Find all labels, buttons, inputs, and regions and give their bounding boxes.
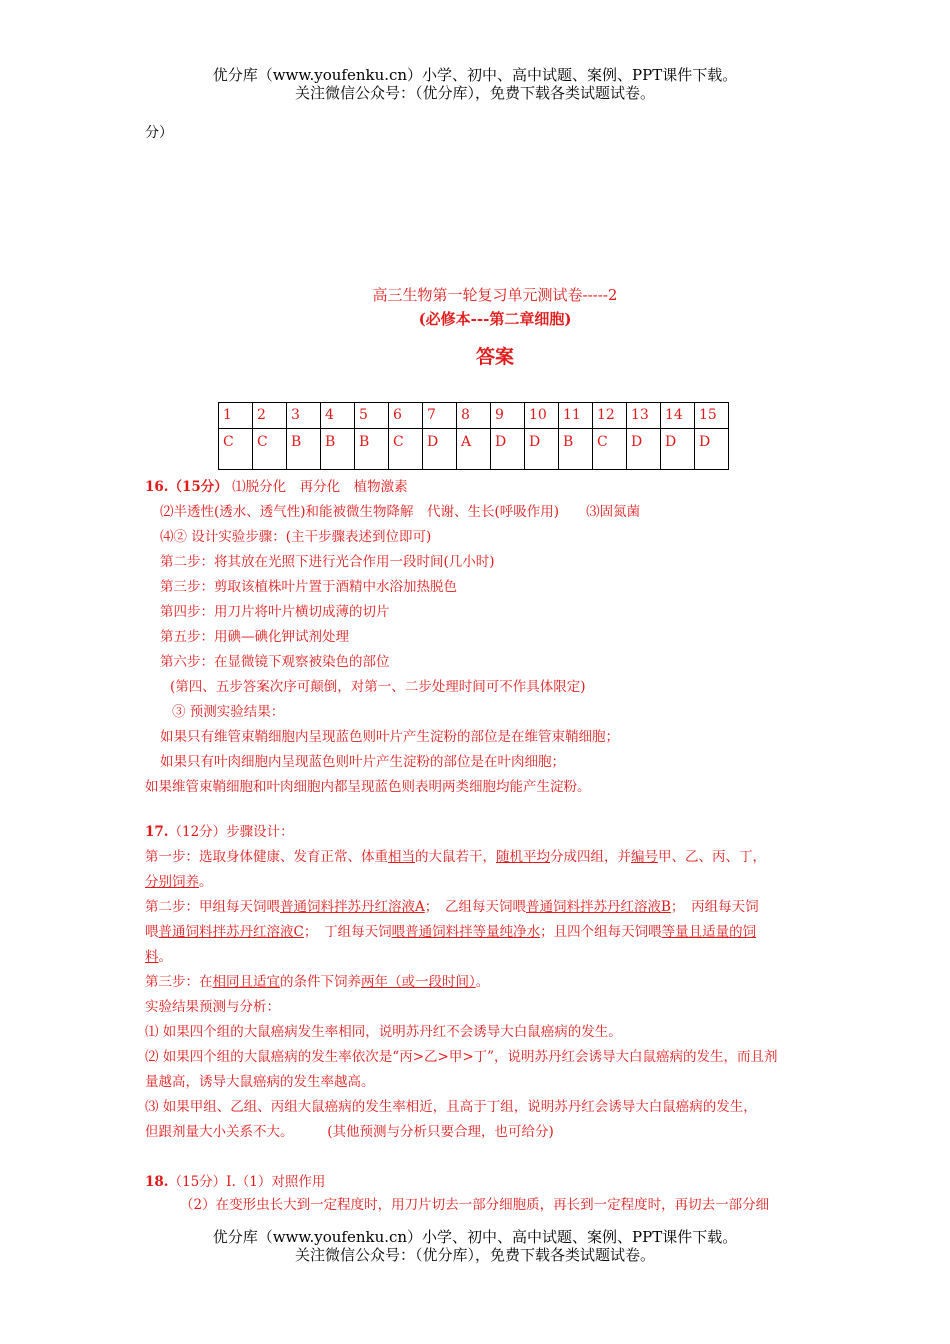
q17-s2m: 。 xyxy=(158,949,172,965)
doc-title: 高三生物第一轮复习单元测试卷-----2 xyxy=(372,286,618,304)
q17-step3 xyxy=(145,973,489,991)
q16-line-6: 第四步：用刀片将叶片横切成薄的切片 xyxy=(160,604,390,620)
page-header xyxy=(0,66,950,102)
answer-table-answer-cell: C xyxy=(253,429,287,470)
page-fragment: 分） xyxy=(145,125,173,141)
q16-label: 16.（15分） xyxy=(145,479,228,495)
q16-text-1: ⑴脱分化 再分化 植物激素 xyxy=(232,479,408,495)
answer-table-answer-cell: D xyxy=(525,429,559,470)
answer-table-number-row xyxy=(219,403,729,429)
q18-text-1: （15分）Ⅰ.（1）对照作用 xyxy=(168,1174,326,1190)
q16-line-10: ③ 预测实验结果： xyxy=(172,704,285,720)
q17-s1f: 编号 xyxy=(631,849,658,865)
answer-table-answer-cell: D xyxy=(491,429,525,470)
q16-line-5: 第三步：剪取该植株叶片置于酒精中水浴加热脱色 xyxy=(160,579,457,595)
q16-line-11: 如果只有维管束鞘细胞内呈现蓝色则叶片产生淀粉的部位是在维管束鞘细胞； xyxy=(160,729,619,745)
q17-step1-line2 xyxy=(145,873,213,891)
answer-table-number-cell: 1 xyxy=(219,403,253,429)
q17-s2b: 普通饲料拌苏丹红溶液A xyxy=(280,899,425,915)
answer-table-number-cell: 14 xyxy=(661,403,695,429)
q17-s2j: ；且四个组每天饲喂 xyxy=(540,924,662,940)
doc-subtitle: (必修本---第二章细胞) xyxy=(418,310,572,328)
q16-line-2: ⑵半透性(透水、透气性)和能被微生物降解 代谢、生长(呼吸作用) ⑶固氮菌 xyxy=(160,504,641,520)
footer-line-2: 关注微信公众号：（优分库），免费下载各类试题试卷。 xyxy=(294,1246,655,1264)
answer-table-answer-cell: B xyxy=(321,429,355,470)
q17-head: （12分）步骤设计： xyxy=(168,824,294,840)
q17-s1c: 的大鼠若干， xyxy=(415,849,496,865)
page-footer xyxy=(0,1228,950,1264)
answer-table-number-cell: 8 xyxy=(457,403,491,429)
q17-s1g: 甲、乙、丙、丁， xyxy=(658,849,766,865)
q17-step2-line1 xyxy=(145,898,759,916)
answer-table-number-cell: 10 xyxy=(525,403,559,429)
q17-s3e: 。 xyxy=(475,974,490,990)
q17-step2-line2 xyxy=(145,923,756,941)
q17-s1e: 分成四组，并 xyxy=(550,849,631,865)
q17-s2l: 料 xyxy=(145,949,159,965)
q16-line-13: 如果维管束鞘细胞和叶肉细胞内都呈现蓝色则表明两类细胞均能产生淀粉。 xyxy=(145,779,591,795)
answer-table-number-cell: 9 xyxy=(491,403,525,429)
q17-s3a: 第三步：在 xyxy=(145,974,213,990)
q16-line-3: ⑷② 设计实验步骤：(主干步骤表述到位即可) xyxy=(160,529,432,545)
q17-s2k: 等量且适量的饲 xyxy=(661,924,757,940)
answer-table-answer-cell: D xyxy=(661,429,695,470)
q17-s2e: ； 丙组每天饲 xyxy=(670,899,759,915)
answer-table-answer-cell: D xyxy=(627,429,661,470)
answer-table-answer-cell: A xyxy=(457,429,491,470)
answer-heading: 答案 xyxy=(475,346,514,368)
answer-table-number-cell: 6 xyxy=(389,403,423,429)
q17-result-3b: 但跟剂量大小关系不大。 (其他预测与分析只要合理，也可给分) xyxy=(145,1124,554,1140)
q16-line-7: 第五步：用碘—碘化钾试剂处理 xyxy=(160,629,349,645)
q18-line-1 xyxy=(145,1173,325,1191)
header-line-2: 关注微信公众号：（优分库），免费下载各类试题试卷。 xyxy=(294,84,655,102)
answer-table-number-cell: 4 xyxy=(321,403,355,429)
header-line-1: 优分库（www.youfenku.cn）小学、初中、高中试题、案例、PPT课件下载。 xyxy=(212,66,738,84)
answer-table-answer-cell: B xyxy=(559,429,593,470)
q17-s2a: 第二步：甲组每天饲喂 xyxy=(145,899,280,915)
q17-s2i: 喂普通饲料拌等量纯净水 xyxy=(391,924,541,940)
q16-line-9: (第四、五步答案次序可颠倒，对第一、二步处理时间可不作具体限定) xyxy=(170,679,586,695)
answer-table-answer-cell: C xyxy=(389,429,423,470)
q17-s1a: 第一步：选取身体健康、发育正常、体重 xyxy=(145,849,388,865)
q17-s1h: 分别饲养 xyxy=(145,874,199,890)
q16-line-8: 第六步：在显微镜下观察被染色的部位 xyxy=(160,654,390,670)
q17-result-2a: ⑵ 如果四个组的大鼠癌病的发生率依次是“丙>乙>甲>丁”，说明苏丹红会诱导大白鼠癌病的发生，而且剂 xyxy=(145,1049,778,1065)
q18-label: 18. xyxy=(145,1174,169,1190)
answer-table-answer-row xyxy=(219,429,729,470)
q17-result-3a: ⑶ 如果甲组、乙组、丙组大鼠癌病的发生率相近，且高于丁组，说明苏丹红会诱导大白鼠癌病的发生， xyxy=(145,1099,757,1115)
answer-table-number-cell: 2 xyxy=(253,403,287,429)
answer-table xyxy=(218,402,729,470)
answer-table-answer-cell: D xyxy=(695,429,729,470)
q17-label: 17. xyxy=(145,824,169,840)
q17-result-1: ⑴ 如果四个组的大鼠癌病发生率相同，说明苏丹红不会诱导大白鼠癌病的发生。 xyxy=(145,1024,622,1040)
footer-line-1: 优分库（www.youfenku.cn）小学、初中、高中试题、案例、PPT课件下载。 xyxy=(212,1228,738,1246)
answer-table-answer-cell: C xyxy=(219,429,253,470)
q17-s2f: 喂 xyxy=(145,924,159,940)
answer-table-answer-cell: D xyxy=(423,429,457,470)
q17-s1d: 随机平均 xyxy=(496,849,550,865)
q17-heading xyxy=(145,823,294,841)
answer-table-answer-cell: C xyxy=(593,429,627,470)
q17-s3d: 两年（或一段时间） xyxy=(361,974,476,990)
q17-s2g: 普通饲料拌苏丹红溶液C xyxy=(158,924,304,940)
q17-s3b: 相同且适宜 xyxy=(212,974,280,990)
q17-s2c: ； 乙组每天饲喂 xyxy=(424,899,526,915)
q18-line-2: （2）在变形虫长大到一定程度时，用刀片切去一部分细胞质，再长到一定程度时，再切去一部分细 xyxy=(180,1197,770,1213)
q17-s1i: 。 xyxy=(199,874,213,890)
answer-table-answer-cell: B xyxy=(287,429,321,470)
answer-table-number-cell: 13 xyxy=(627,403,661,429)
answer-table-number-cell: 3 xyxy=(287,403,321,429)
q17-s2d: 普通饲料拌苏丹红溶液B xyxy=(526,899,671,915)
answer-table-number-cell: 7 xyxy=(423,403,457,429)
q17-s2h: ； 丁组每天饲 xyxy=(303,924,392,940)
answer-table-answer-cell: B xyxy=(355,429,389,470)
q17-s1b: 相当 xyxy=(388,849,415,865)
q16-line-12: 如果只有叶肉细胞内呈现蓝色则叶片产生淀粉的部位是在叶肉细胞； xyxy=(160,754,565,770)
answer-table-number-cell: 12 xyxy=(593,403,627,429)
q17-result-heading: 实验结果预测与分析： xyxy=(145,999,280,1015)
answer-table-number-cell: 5 xyxy=(355,403,389,429)
q17-step2-line3 xyxy=(145,948,172,966)
q17-step1-line1 xyxy=(145,848,766,866)
answer-table-number-cell: 11 xyxy=(559,403,593,429)
q17-s3c: 的条件下饲养 xyxy=(280,974,361,990)
answer-table-number-cell: 15 xyxy=(695,403,729,429)
q16-line-4: 第二步：将其放在光照下进行光合作用一段时间(几小时) xyxy=(160,554,495,570)
q16-line-1 xyxy=(145,478,408,496)
q17-result-2b: 量越高，诱导大鼠癌病的发生率越高。 xyxy=(145,1074,375,1090)
